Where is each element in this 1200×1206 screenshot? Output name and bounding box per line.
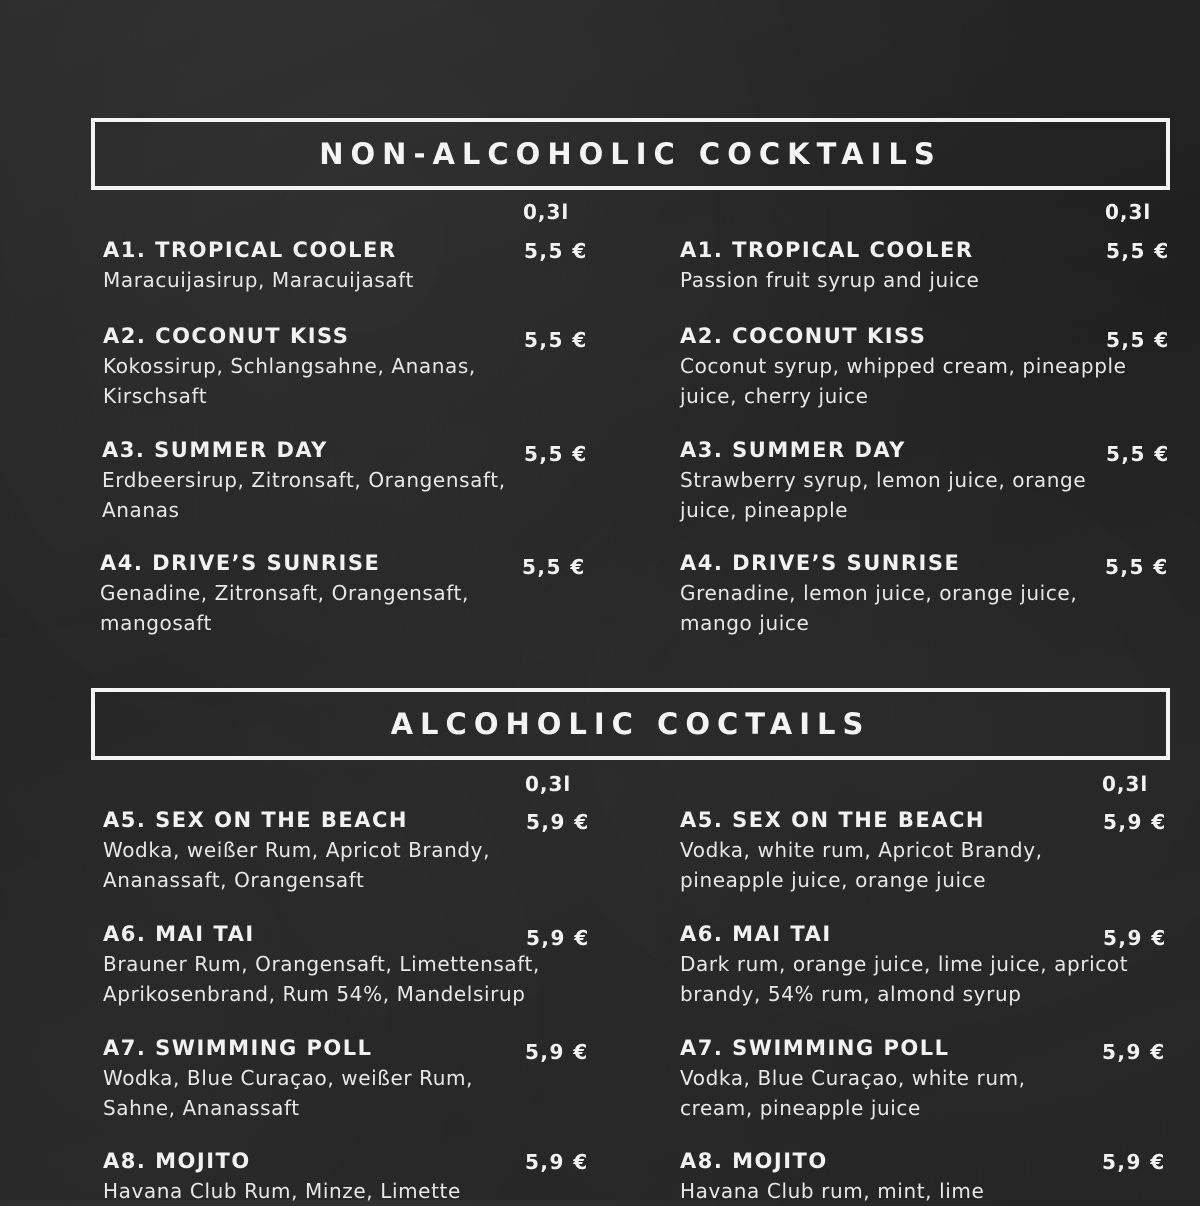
item-description: Havana Club rum, mint, lime [680,1179,985,1203]
item-description: Vodka, Blue Curaçao, white rum, cream, pineapple juice [680,1066,1026,1120]
section-title-alcoholic: ALCOHOLIC COCTAILS [390,707,871,741]
item-name: A2. COCONUT KISS [103,324,350,348]
item-price: 5,5 € [522,555,586,579]
menu-item-a1-en [680,235,1150,295]
menu-item-a5-en [680,805,1080,895]
item-name: A5. SEX ON THE BEACH [680,808,986,832]
volume-label-en: 0,3l [1105,200,1152,224]
item-name: A1. TROPICAL COOLER [680,238,974,262]
item-description: Wodka, weißer Rum, Apricot Brandy, Ananassaft, Orangensaft [103,838,491,892]
menu-item-a8-en [680,1146,1080,1206]
item-description: Havana Club Rum, Minze, Limette [103,1179,461,1203]
item-price: 5,5 € [1106,442,1170,466]
volume-label-en: 0,3l [1102,772,1149,796]
item-description: Erdbeersirup, Zitronsaft, Orangensaft, Ananas [102,468,506,522]
item-name: A1. TROPICAL COOLER [103,238,397,262]
item-description: Wodka, Blue Curaçao, weißer Rum, Sahne, Ananassaft [103,1066,474,1120]
item-name: A6. MAI TAI [103,922,255,946]
menu-item-a8-de [103,1146,523,1206]
item-name: A2. COCONUT KISS [680,324,927,348]
item-name: A4. DRIVE’S SUNRISE [100,551,381,575]
item-name: A7. SWIMMING POLL [103,1036,373,1060]
item-price: 5,5 € [1106,328,1170,352]
item-price: 5,9 € [525,1150,589,1174]
item-description: Vodka, white rum, Apricot Brandy, pineapple juice, orange juice [680,838,1043,892]
menu-item-a6-de [103,919,563,1009]
item-price: 5,5 € [524,442,588,466]
item-name: A6. MAI TAI [680,922,832,946]
item-description: Brauner Rum, Orangensaft, Limettensaft, Aprikosenbrand, Rum 54%, Mandelsirup [103,952,540,1006]
item-price: 5,5 € [1106,239,1170,263]
item-price: 5,9 € [526,810,590,834]
menu-item-a6-en [680,919,1150,1009]
item-name: A4. DRIVE’S SUNRISE [680,551,961,575]
menu-item-a4-en [680,548,1110,638]
menu-item-a5-de [103,805,523,895]
item-price: 5,9 € [1102,1040,1166,1064]
item-name: A8. MOJITO [680,1149,828,1173]
item-name: A7. SWIMMING POLL [680,1036,950,1060]
item-price: 5,5 € [524,328,588,352]
item-description: Strawberry syrup, lemon juice, orange juice, pineapple [680,468,1087,522]
volume-label-de: 0,3l [525,772,572,796]
item-price: 5,9 € [1103,810,1167,834]
item-description: Genadine, Zitronsaft, Orangensaft, mangosaft [100,581,469,635]
menu-item-a2-en [680,321,1150,411]
item-price: 5,9 € [525,1040,589,1064]
item-price: 5,9 € [526,926,590,950]
menu-item-a3-de [102,435,522,525]
item-price: 5,5 € [524,239,588,263]
item-description: Dark rum, orange juice, lime juice, apricot brandy, 54% rum, almond syrup [680,952,1129,1006]
menu-item-a1-de [103,235,573,295]
item-price: 5,5 € [1105,555,1169,579]
menu-item-a2-de [103,321,523,411]
item-description: Maracuijasirup, Maracuijasaft [103,268,414,292]
menu-item-a4-de [100,548,500,638]
item-name: A8. MOJITO [103,1149,251,1173]
menu-item-a3-en [680,435,1110,525]
alcoholic-header-box [91,688,1170,760]
item-description: Kokossirup, Schlangsahne, Ananas, Kirschsaft [103,354,476,408]
item-name: A3. SUMMER DAY [680,438,906,462]
item-name: A3. SUMMER DAY [102,438,328,462]
non-alcoholic-header-box [91,118,1170,190]
item-price: 5,9 € [1102,1150,1166,1174]
menu-item-a7-en [680,1033,1080,1123]
item-description: Grenadine, lemon juice, orange juice, mango juice [680,581,1078,635]
volume-label-de: 0,3l [523,200,570,224]
item-description: Coconut syrup, whipped cream, pineapple juice, cherry juice [680,354,1127,408]
item-price: 5,9 € [1103,926,1167,950]
section-title-non-alcoholic: NON-ALCOHOLIC COCKTAILS [319,137,942,171]
menu-item-a7-de [103,1033,523,1123]
item-name: A5. SEX ON THE BEACH [103,808,409,832]
item-description: Passion fruit syrup and juice [680,268,980,292]
